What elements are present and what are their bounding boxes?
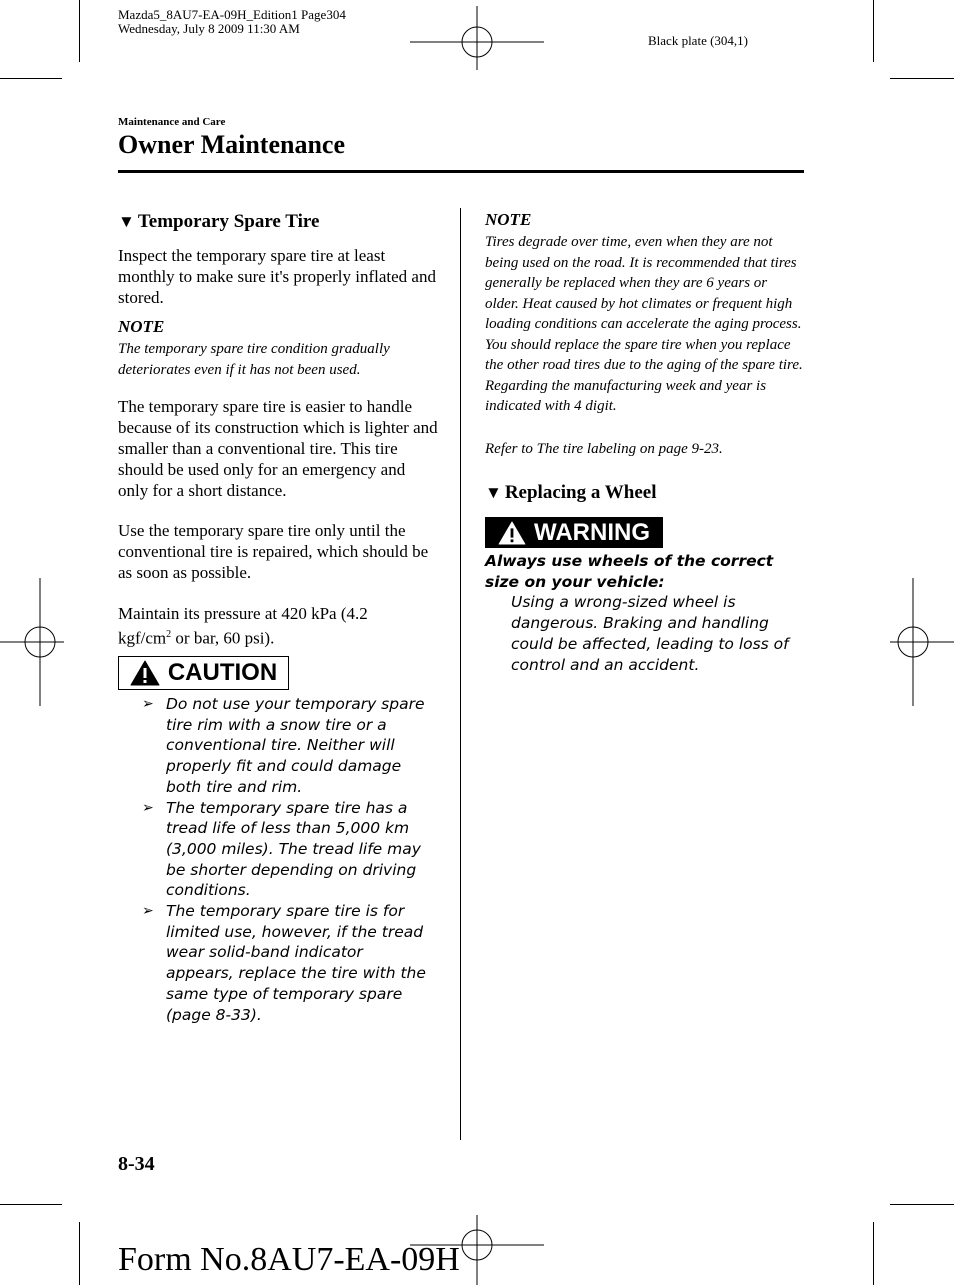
arrow-bullet-icon: ➢ (142, 799, 154, 816)
right-note-label: NOTE (485, 210, 532, 229)
list-item (118, 798, 433, 902)
crosshair-icon (880, 578, 954, 706)
crosshair-icon (0, 578, 80, 706)
page-number: 8-34 (118, 1153, 155, 1175)
note-label: NOTE (118, 317, 165, 336)
warning-box (485, 517, 663, 548)
form-number: Form No.8AU7-EA-09H (118, 1241, 460, 1278)
section-label: Maintenance and Care (118, 116, 226, 128)
plate-label: Black plate (304,1) (648, 33, 748, 48)
caution-label: CAUTION (167, 659, 278, 686)
page-title: Owner Maintenance (118, 130, 345, 159)
print-info-line2: Wednesday, July 8 2009 11:30 AM (118, 21, 300, 36)
column-divider (460, 208, 461, 1140)
warning-lead: Always use wheels of the correct size on your vehicle: (485, 552, 774, 591)
list-item-text: The temporary spare tire has a tread life of less than 5,000 km (3,000 miles). The tread life may be shorter depending on driving conditions. (166, 798, 421, 900)
list-item-text: Do not use your temporary spare tire rim with a snow tire or a conventional tire. Neither will properly fit and could damage both tire and rim. (166, 695, 425, 796)
caution-list (118, 694, 433, 1025)
warning-triangle-icon (130, 660, 160, 686)
pressure-text-a: Maintain its pressure at 420 kPa (4.2 kgf/cm (118, 604, 368, 648)
paragraph-use-until: Use the temporary spare tire only until the conventional tire is repaired, which should be as soon as possible. (118, 521, 429, 582)
heading-text: Temporary Spare Tire (137, 211, 320, 232)
title-rule (118, 170, 804, 173)
paragraph-inspect: Inspect the temporary spare tire at least monthly to make sure it's properly inflated and stored. (118, 246, 436, 307)
heading-text: Replacing a Wheel (504, 482, 657, 503)
list-item (118, 901, 433, 1025)
caution-box (118, 656, 289, 690)
paragraph-construction: The temporary spare tire is easier to handle because of its construction which is lighter and smaller than a conventional tire. This tire should be used only for an emergency and only for a short distance. (118, 397, 438, 500)
section-heading-temporary-spare-tire (118, 211, 319, 233)
warning-body: Using a wrong-sized wheel is dangerous. Braking and handling could be affected, leading to loss of control and an accident. (511, 593, 789, 674)
triangle-marker-icon: ▼ (118, 212, 135, 231)
warning-label: WARNING (534, 518, 650, 546)
right-note-text: Tires degrade over time, even when they are not being used on the road. It is recommended that tires generally be replaced when they are 6 years or older. Heat caused by hot climates or frequent high loading conditions can accelerate the aging process. You should replace the spare tire when you replace the other road tires due to the aging of the spare tire. Regarding the manufacturing week and year is indicated with 4 digit. (485, 234, 803, 414)
crosshair-icon (410, 6, 544, 70)
triangle-marker-icon: ▼ (485, 483, 502, 502)
note-text: The temporary spare tire condition gradually deteriorates even if it has not been used. (118, 341, 390, 378)
warning-triangle-icon (498, 521, 526, 545)
arrow-bullet-icon: ➢ (142, 903, 154, 920)
print-info-line1: Mazda5_8AU7-EA-09H_Edition1 Page304 (118, 7, 346, 22)
pressure-superscript: 2 (166, 629, 172, 640)
section-heading-replacing-a-wheel (485, 482, 656, 504)
list-item (118, 694, 433, 798)
paragraph-pressure (118, 603, 418, 649)
print-info (118, 8, 346, 36)
pressure-text-b: or bar, 60 psi). (171, 628, 275, 648)
right-note-reference: Refer to The tire labeling on page 9-23. (485, 441, 723, 457)
list-item-text: The temporary spare tire is for limited use, however, if the tread wear solid-band indicator appears, replace the tire with the same type of temporary spare (page 8-33). (166, 902, 426, 1024)
arrow-bullet-icon: ➢ (142, 696, 154, 712)
